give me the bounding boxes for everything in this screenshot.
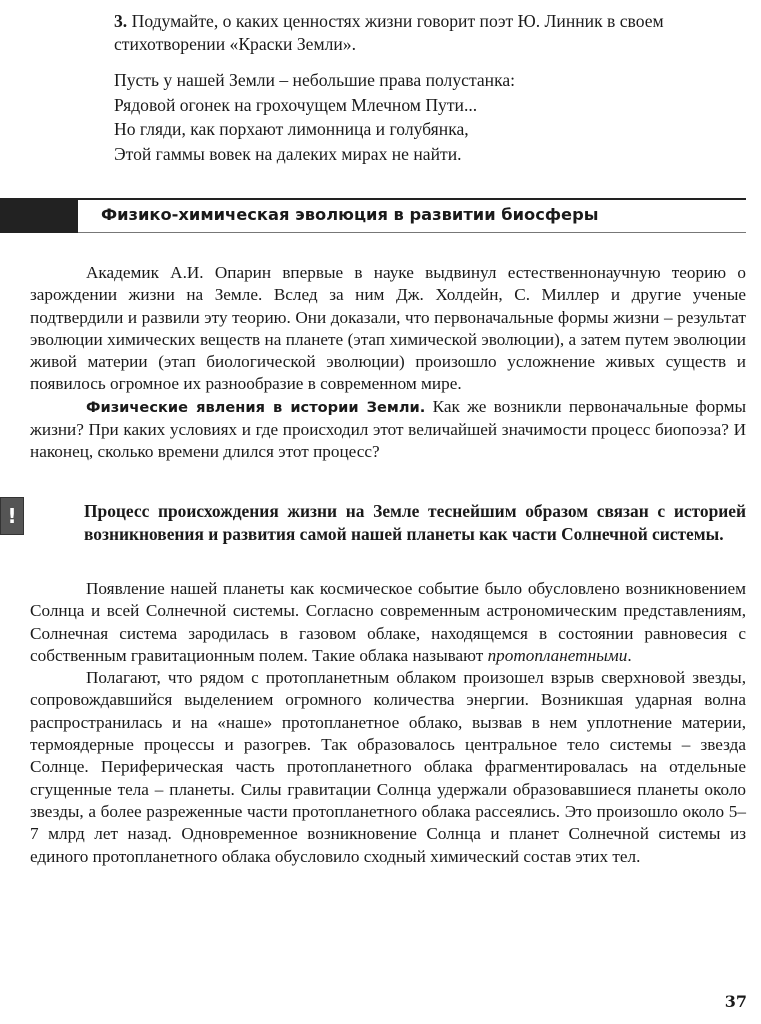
poem-line: Пусть у нашей Земли – небольшие права полустанка:	[114, 70, 516, 90]
section-rule-bottom	[78, 232, 746, 233]
section-title: Физико-химическая эволюция в развитии биосферы	[101, 205, 599, 224]
poem-line: Но гляди, как порхают лимонница и голубянка,	[114, 119, 469, 139]
body-text-upper	[30, 262, 746, 464]
paragraph-lead-in: Физические явления в истории Земли.	[86, 398, 426, 416]
task-block	[114, 10, 749, 55]
poem-line: Этой гаммы вовек на далеких мирах не найти.	[114, 143, 462, 164]
paragraph-text: Как же возникли первоначальные формы жизни? При каких условиях и где происходил этот величайшей значимости процесс биопоэза? И наконец, сколько времени длился этот процесс?	[30, 396, 747, 462]
paragraph-planet-origin	[30, 578, 746, 667]
task-text: Подумайте, о каких ценностях жизни говорит поэт Ю. Линник в своем стихотворении «Краски Земли».	[114, 11, 664, 54]
section-rule-top	[78, 198, 746, 200]
key-statement: Процесс происхождения жизни на Земле теснейшим образом связан с историей возникновения и развития самой нашей планеты как части Солнечной системы.	[84, 501, 746, 544]
paragraph-text: Появление нашей планеты как космическое событие было обусловлено возникновением Солнца и всей Солнечной системы. Согласно современным астрономическим представлениям, Солнечная система зародилась в газовом облаке, находящемся в состоянии равновесия с собственным гравитационным полем. Такие облака называют	[30, 579, 746, 665]
term-protoplanetary: протопланетными	[487, 645, 628, 665]
page-number: 37	[724, 992, 747, 1011]
exclamation-icon: !	[0, 497, 24, 535]
task-number: 3.	[114, 11, 128, 31]
paragraph-physical-phenomena	[30, 396, 746, 464]
paragraph-end: .	[627, 645, 632, 665]
poem	[114, 68, 749, 166]
paragraph-oparin: Академик А.И. Опарин впервые в науке выдвинул естественнонаучную теорию о зарождении жизни на Земле. Вслед за ним Дж. Холдейн, С. Миллер и другие ученые подтвердили и развили эту теорию. Они доказали, что первоначальные формы жизни – результат эволюции химических веществ на планете (этап химической эволюции), а затем путем эволюции живой материи (этап биологической эволюции) произошло усложнение живых существ и появилось огромное их разнообразие в современном мире.	[30, 263, 746, 394]
paragraph-supernova: Полагают, что рядом с протопланетным облаком произошел взрыв сверхновой звезды, сопровождавшийся выделением огромного количества энергии. Возникшая ударная волна распространилась и на «наше» протопланетное облако, вызвав в нем уплотнение материи, термоядерные процессы и разогрев. Так образовалось центральное тело системы – звезда Солнце. Периферическая часть протопланетного облака фрагментировалась на отдельные сгущенные тела – планеты. Силы гравитации Солнца удержали образовавшиеся планеты около звезды, а более разреженные части протопланетного облака рассеялись. Это произошло около 5–7 млрд лет назад. Одновременное возникновение Солнца и планет Солнечной системы из единого протопланетного облака обусловило сходный химический состав этих тел.	[30, 668, 746, 866]
body-text-lower	[30, 578, 746, 868]
poem-line: Рядовой огонек на грохочущем Млечном Пути...	[114, 94, 478, 115]
section-marker-bar	[0, 198, 78, 233]
